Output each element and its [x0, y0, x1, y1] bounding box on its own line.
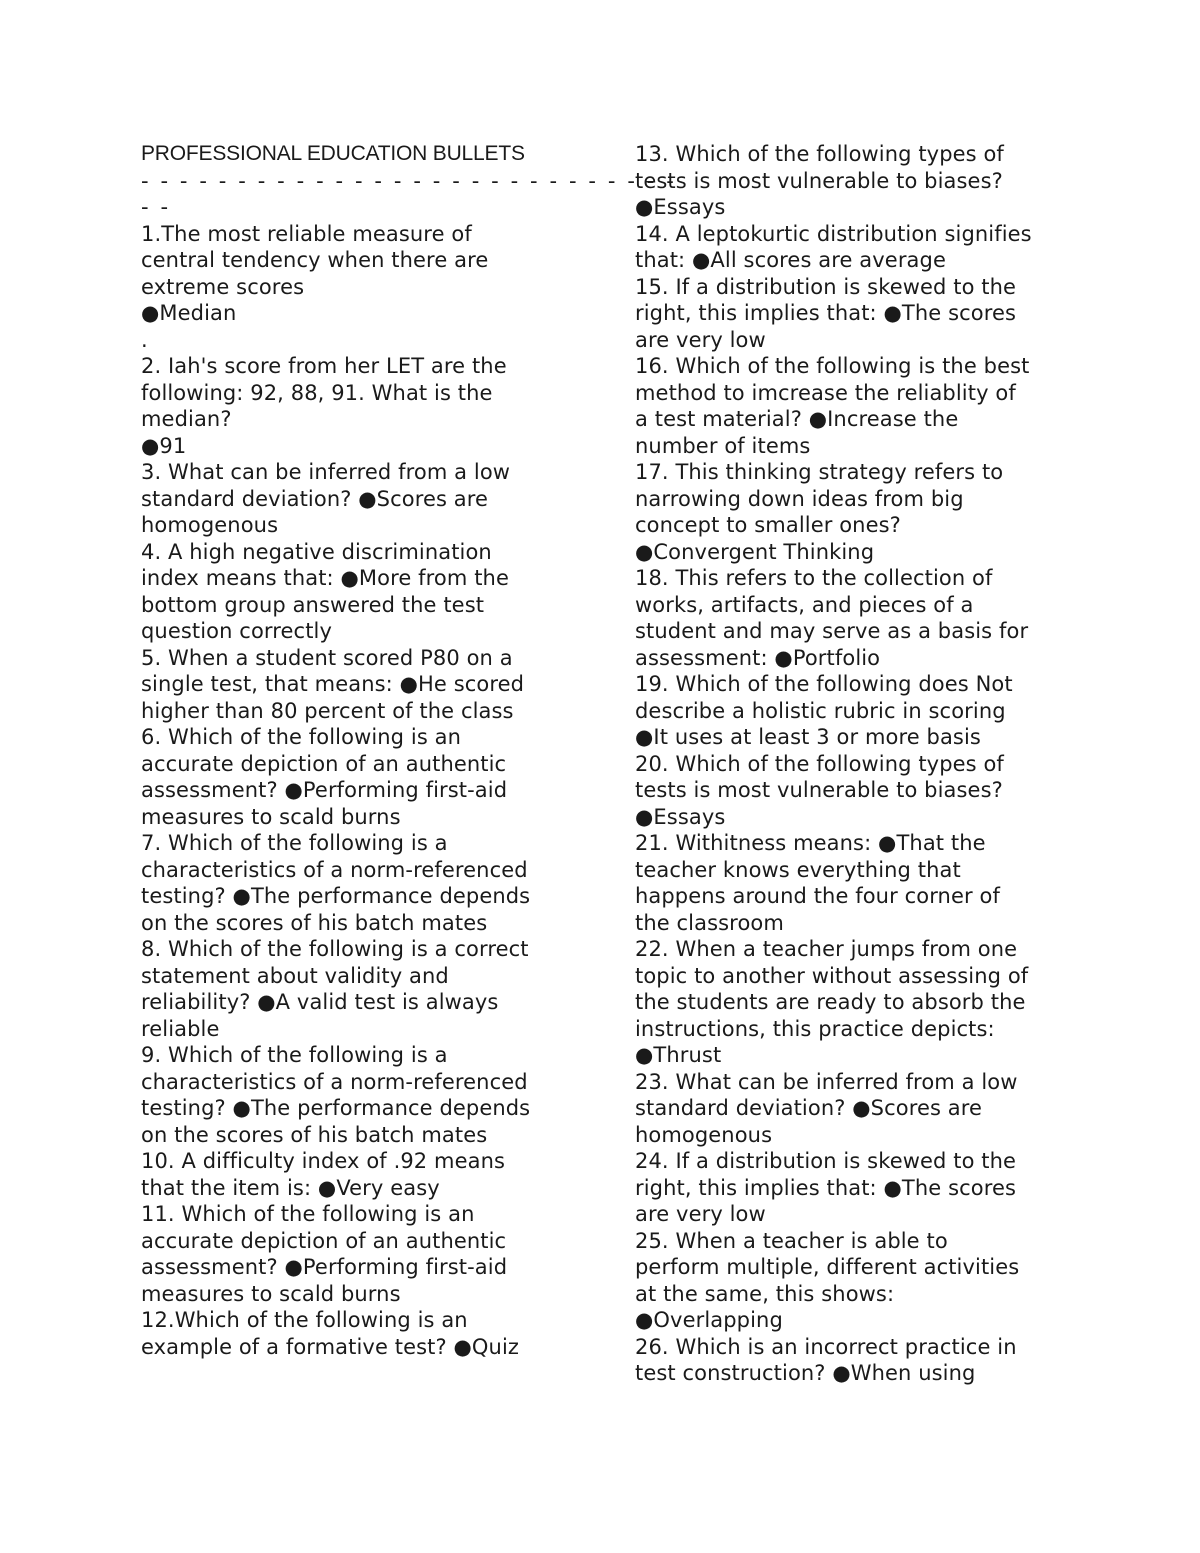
- text-line: on the scores of his batch mates: [141, 910, 488, 935]
- dashed-divider-continuation: - -: [141, 195, 171, 219]
- text-line: 22. When a teacher jumps from one: [635, 937, 1018, 961]
- text-line: 5. When a student scored P80 on a: [141, 645, 513, 670]
- text-line: 7. Which of the following is a: [141, 831, 448, 855]
- text-line: 18. This refers to the collection of: [635, 566, 993, 590]
- text-line: single test, that means: ●He scored: [141, 672, 525, 696]
- text-line: 2. Iah's score from her LET are the: [141, 354, 507, 378]
- text-line: the students are ready to absorb the: [635, 990, 1026, 1014]
- text-line: measures to scald burns: [141, 804, 401, 829]
- text-line: characteristics of a norm-referenced: [141, 857, 528, 882]
- text-line: homogenous: [141, 513, 279, 537]
- text-line: tests is most vulnerable to biases?: [635, 168, 1003, 193]
- text-line: 17. This thinking strategy refers to: [635, 460, 1004, 484]
- text-line: 23. What can be inferred from a low: [635, 1069, 1018, 1094]
- left-column: [141, 141, 677, 1360]
- text-line: test construction? ●When using: [635, 1361, 976, 1385]
- text-line: assessment? ●Performing first-aid: [141, 778, 508, 802]
- text-line: 21. Withitness means: ●That the: [635, 831, 986, 855]
- text-line: tests is most vulnerable to biases?: [635, 778, 1003, 802]
- text-line: 10. A difficulty index of .92 means: [141, 1149, 506, 1173]
- text-line: .: [141, 327, 148, 352]
- text-line: that: ●All scores are average: [635, 248, 946, 272]
- text-line: following: 92, 88, 91. What is the: [141, 380, 493, 405]
- text-line: works, artifacts, and pieces of a: [635, 592, 974, 617]
- text-line: right, this implies that: ●The scores: [635, 301, 1017, 325]
- text-line: measures to scald burns: [141, 1281, 401, 1306]
- text-line: standard deviation? ●Scores are: [141, 486, 489, 511]
- text-line: 13. Which of the following types of: [635, 142, 1004, 166]
- text-line: ●Essays: [635, 804, 726, 829]
- text-line: 19. Which of the following does Not: [635, 672, 1013, 696]
- text-line: ●Essays: [635, 195, 726, 219]
- text-line: median?: [141, 407, 232, 431]
- text-line: question correctly: [141, 619, 332, 643]
- text-line: that the item is: ●Very easy: [141, 1175, 440, 1200]
- text-line: reliability? ●A valid test is always: [141, 990, 499, 1014]
- text-line: higher than 80 percent of the class: [141, 698, 514, 723]
- text-line: ●It uses at least 3 or more basis: [635, 725, 981, 749]
- text-line: on the scores of his batch mates: [141, 1122, 488, 1147]
- text-line: right, this implies that: ●The scores: [635, 1175, 1017, 1200]
- text-line: bottom group answered the test: [141, 592, 485, 617]
- text-line: 14. A leptokurtic distribution signifies: [635, 221, 1032, 246]
- text-line: extreme scores: [141, 274, 305, 299]
- text-line: a test material? ●Increase the: [635, 407, 959, 431]
- text-line: assessment: ●Portfolio: [635, 645, 881, 670]
- text-line: 9. Which of the following is a: [141, 1043, 448, 1067]
- dashed-divider: - - - - - - - - - - - - - - - - - - - - - - - - - - - -: [141, 168, 677, 193]
- text-line: ●Overlapping: [635, 1308, 783, 1332]
- text-line: teacher knows everything that: [635, 857, 961, 882]
- text-line: statement about validity and: [141, 963, 449, 988]
- text-line: standard deviation? ●Scores are: [635, 1096, 983, 1120]
- text-line: the classroom: [635, 910, 784, 935]
- text-line: 26. Which is an incorrect practice in: [635, 1334, 1017, 1359]
- text-line: accurate depiction of an authentic: [141, 1228, 507, 1253]
- text-line: accurate depiction of an authentic: [141, 751, 507, 776]
- text-line: describe a holistic rubric in scoring: [635, 698, 1006, 723]
- text-line: 8. Which of the following is a correct: [141, 937, 529, 961]
- right-column-text: [635, 141, 1075, 1387]
- text-line: 3. What can be inferred from a low: [141, 460, 511, 484]
- text-line: reliable: [141, 1016, 220, 1041]
- text-line: testing? ●The performance depends: [141, 1096, 531, 1120]
- text-line: are very low: [635, 1202, 766, 1226]
- text-line: 6. Which of the following is an: [141, 725, 462, 749]
- text-line: perform multiple, different activities: [635, 1255, 1020, 1279]
- text-line: 4. A high negative discrimination: [141, 539, 492, 564]
- text-line: narrowing down ideas from big: [635, 486, 964, 511]
- text-line: assessment? ●Performing first-aid: [141, 1255, 508, 1279]
- text-line: concept to smaller ones?: [635, 513, 901, 537]
- left-column-text: [141, 221, 581, 1361]
- text-line: happens around the four corner of: [635, 884, 1000, 908]
- text-line: ●91: [141, 433, 187, 458]
- text-line: index means that: ●More from the: [141, 566, 509, 590]
- text-line: topic to another without assessing of: [635, 963, 1029, 988]
- text-line: number of items: [635, 433, 811, 458]
- text-line: method to imcrease the reliablity of: [635, 380, 1016, 405]
- text-line: 25. When a teacher is able to: [635, 1228, 948, 1253]
- text-line: 1.The most reliable measure of: [141, 221, 472, 246]
- text-line: ●Thrust: [635, 1043, 722, 1067]
- text-line: 12.Which of the following is an: [141, 1308, 468, 1332]
- text-line: 15. If a distribution is skewed to the: [635, 274, 1017, 299]
- right-column: [635, 141, 1075, 1387]
- text-line: 20. Which of the following types of: [635, 751, 1004, 776]
- text-line: 16. Which of the following is the best: [635, 354, 1030, 378]
- document-title: PROFESSIONAL EDUCATION BULLETS: [141, 142, 525, 165]
- text-line: characteristics of a norm-referenced: [141, 1069, 528, 1094]
- text-line: at the same, this shows:: [635, 1281, 895, 1306]
- text-line: instructions, this practice depicts:: [635, 1016, 995, 1041]
- text-line: are very low: [635, 327, 766, 352]
- text-line: testing? ●The performance depends: [141, 884, 531, 908]
- text-line: example of a formative test? ●Quiz: [141, 1334, 520, 1359]
- text-line: 24. If a distribution is skewed to the: [635, 1149, 1017, 1173]
- text-line: ●Convergent Thinking: [635, 539, 875, 564]
- text-line: ●Median: [141, 301, 237, 325]
- text-line: student and may serve as a basis for: [635, 619, 1029, 643]
- text-line: 11. Which of the following is an: [141, 1202, 475, 1226]
- text-line: homogenous: [635, 1122, 773, 1147]
- text-line: central tendency when there are: [141, 248, 489, 272]
